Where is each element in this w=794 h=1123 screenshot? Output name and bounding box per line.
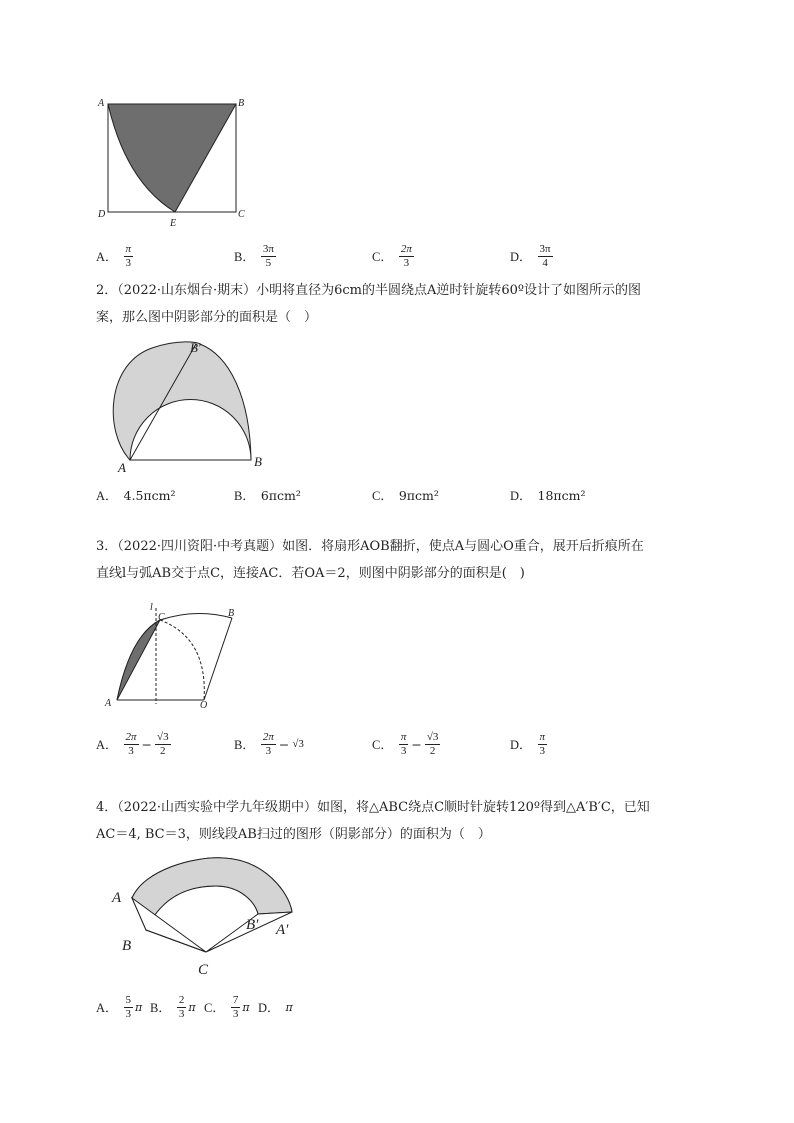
fig4-label-bprime: B′ <box>246 917 259 933</box>
q2-option-d[interactable]: D． 18πcm² <box>510 487 586 503</box>
q3-option-c[interactable]: C． $\frac{\pi}{3}$ − $\frac{√3}{2}$ <box>372 730 439 757</box>
q3-stem-line1: 3．（2022·四川资阳·中考真题）如图．将扇形AOB翻折，使点A与圆心O重合，展开后折痕所在 <box>96 539 644 554</box>
fig4-label-aprime: A′ <box>276 922 289 938</box>
fig1-label-a: A <box>98 98 105 109</box>
fig3-label-a: A <box>105 698 112 709</box>
q3-option-d[interactable]: D． $\frac{\pi}{3}$ <box>510 730 546 757</box>
q4-stem-line2: AC＝4, BC＝3，则线段AB扫过的图形（阴影部分）的面积为（ ） <box>96 827 491 842</box>
q4-option-a[interactable]: A． $\frac{5}{3}$ π <box>96 993 143 1020</box>
figure-4-rotated-triangle <box>104 852 324 977</box>
fig4-label-a: A <box>112 890 122 906</box>
fig3-label-o: O <box>200 700 208 711</box>
q3-option-b[interactable]: B． $\frac{2\pi}{3}$ − √3 <box>234 730 304 757</box>
figure-3-folded-sector <box>100 598 250 710</box>
q1-option-d[interactable]: D． $\frac{3\pi}{4}$ <box>510 242 551 269</box>
q3-stem <box>96 533 706 587</box>
q1-option-a[interactable]: A． $\frac{\pi}{3}$ <box>96 242 132 269</box>
fig1-label-c: C <box>238 209 245 220</box>
q2-option-c[interactable]: C． 9πcm² <box>372 487 439 503</box>
q3-options <box>96 724 716 764</box>
q3-stem-line2: 直线l与弧AB交于点C，连接AC．若OA＝2，则图中阴影部分的面积是( ) <box>96 566 525 581</box>
q1-options <box>96 236 716 276</box>
q2-stem <box>96 277 706 331</box>
q1-option-b[interactable]: B． $\frac{3\pi}{5}$ <box>234 242 274 269</box>
fig2-label-b: B <box>254 454 262 469</box>
fig4-label-c: C <box>198 962 209 978</box>
q2-option-b[interactable]: B． 6πcm² <box>234 487 301 503</box>
fig3-label-c: C <box>158 612 165 623</box>
fig2-label-bprime: B′ <box>190 340 201 355</box>
q3-option-a[interactable]: A． $\frac{2\pi}{3}$ − $\frac{√3}{2}$ <box>96 730 169 757</box>
figure-2-rotated-semicircle <box>112 336 282 476</box>
fig1-label-b: B <box>238 98 245 109</box>
fig2-label-a: A <box>118 460 126 475</box>
q1-option-c[interactable]: C． $\frac{2\pi}{3}$ <box>372 242 412 269</box>
q4-options <box>96 987 716 1027</box>
q2-stem-line1: 2．（2022·山东烟台·期末）小明将直径为6cm的半圆绕点A逆时针旋转60º设计了如图所示的图 <box>96 283 642 298</box>
fig4-label-b: B <box>122 938 132 954</box>
q2-option-a[interactable]: A． 4.5πcm² <box>96 487 176 503</box>
q4-option-d[interactable]: D． π <box>258 1000 293 1015</box>
fig3-label-b: B <box>228 608 235 619</box>
fig1-label-d: D <box>98 209 106 220</box>
q4-option-b[interactable]: B． $\frac{2}{3}$ π <box>150 993 196 1020</box>
q4-stem-line1: 4．（2022·山西实验中学九年级期中）如图，将△ABC绕点C顺时针旋转120º得到△A′B′C，已知 <box>96 800 650 815</box>
q4-option-c[interactable]: C． $\frac{7}{3}$ π <box>204 993 250 1020</box>
fig1-label-e: E <box>170 218 177 229</box>
q4-stem <box>96 794 706 848</box>
fig3-label-l: l <box>150 602 153 613</box>
q2-stem-line2: 案，那么图中阴影部分的面积是（ ） <box>96 310 318 325</box>
figure-1-rectangle-sector <box>92 92 262 227</box>
q2-options <box>96 475 716 515</box>
